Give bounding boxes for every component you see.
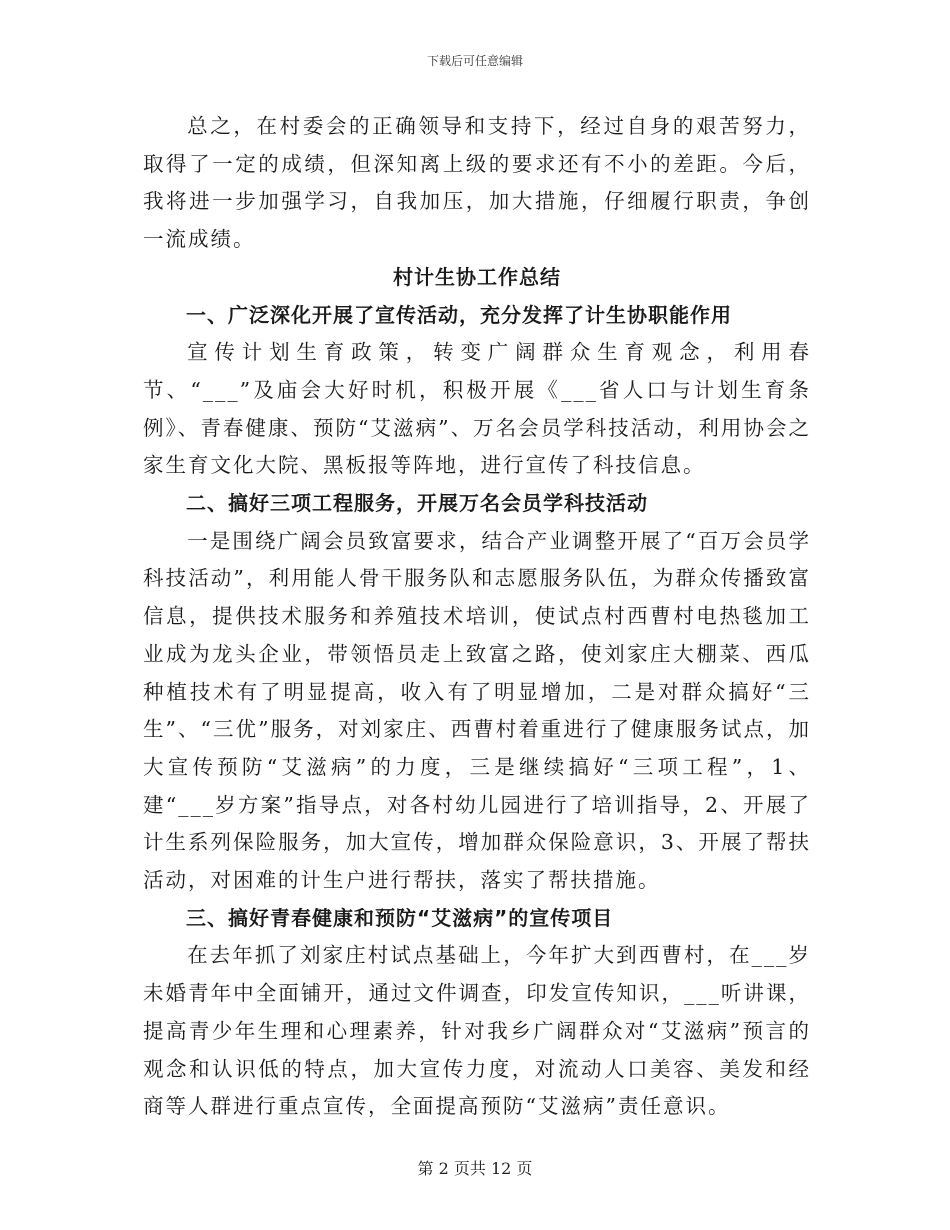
document-body [143, 108, 811, 1126]
section-heading-1: 一、广泛深化开展了宣传活动，充分发挥了计生协职能作用 [186, 302, 732, 327]
section-body-3: 在去年抓了刘家庄村试点基础上，今年扩大到西曹村，在___岁未婚青年中全面铺开，通过文件调查，印发宣传知识，___听讲课，提高青少年生理和心理素养，针对我乡广阔群众对“艾滋病”预言的观念和认识低的特点，加大宣传力度，对流动人口美容、美发和经商等人群进行重点宣传，全面提高预防“艾滋病”责任意识。 [143, 943, 811, 1119]
section-heading-3: 三、搞好青春健康和预防“艾滋病”的宣传项目 [186, 905, 614, 930]
document-title: 村计生协工作总结 [393, 264, 561, 289]
intro-paragraph: 总之，在村委会的正确领导和支持下，经过自身的艰苦努力，取得了一定的成绩，但深知离上级的要求还有不小的差距。今后，我将进一步加强学习，自我加压，加大措施，仔细履行职责，争创一流成绩。 [143, 114, 811, 252]
section-body-2: 一是围绕广阔会员致富要求，结合产业调整开展了“百万会员学科技活动”，利用能人骨干服务队和志愿服务队伍，为群众传播致富信息，提供技术服务和养殖技术培训，使试点村西曹村电热毯加工业成为龙头企业，带领悟员走上致富之路，使刘家庄大棚菜、西瓜种植技术有了明显提高，收入有了明显增加，二是对群众搞好“三生”、“三优”服务，对刘家庄、西曹村着重进行了健康服务试点，加大宣传预防“艾滋病”的力度，三是继续搞好“三项工程”，1、建“___岁方案”指导点，对各村幼儿园进行了培训指导，2、开展了计生系列保险服务，加大宣传，增加群众保险意识，3、开展了帮扶活动，对困难的计生户进行帮扶，落实了帮扶措施。 [143, 528, 811, 893]
page-header: 下载后可任意编辑 [426, 54, 523, 68]
page-footer: 第 2 页共 12 页 [417, 1159, 533, 1178]
section-heading-2: 二、搞好三项工程服务，开展万名会员学科技活动 [186, 491, 648, 516]
section-body-1: 宣传计划生育政策，转变广阔群众生育观念，利用春节、“___”及庙会大好时机，积极开展《___省人口与计划生育条例》、青春健康、预防“艾滋病”、万名会员学科技活动，利用协会之家生育文化大院、黑板报等阵地，进行宣传了科技信息。 [143, 340, 811, 478]
